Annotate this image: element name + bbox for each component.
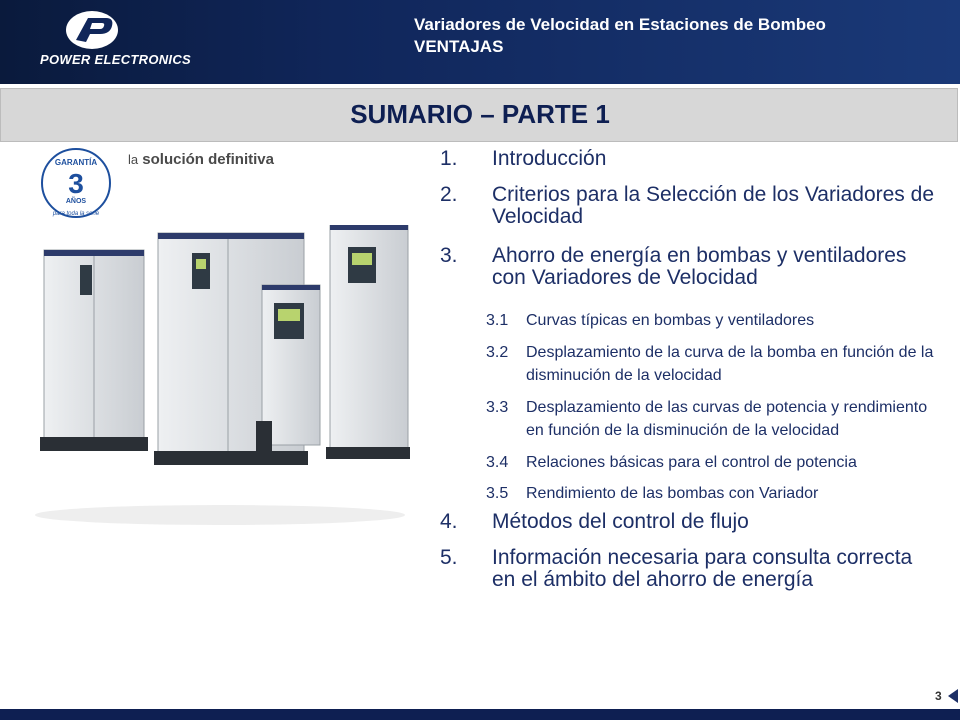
agenda-text: Ahorro de energía en bombas y ventiladores con Variadores de Velocidad <box>492 244 907 289</box>
drive-cabinets-illustration <box>30 225 410 525</box>
logo-mark-icon <box>40 10 230 54</box>
warranty-badge-icon <box>38 145 114 223</box>
cabinet-tall-right <box>326 225 410 459</box>
agenda-text: Desplazamiento de la curva de la bomba en función de la disminución de la velocidad <box>526 344 934 384</box>
agenda-num: 3.4 <box>486 454 509 471</box>
brand-name: POWER ELECTRONICS <box>40 52 191 67</box>
agenda-num: 5. <box>440 546 458 569</box>
agenda-num: 3.3 <box>486 399 509 416</box>
agenda-list <box>440 148 940 591</box>
tagline <box>128 151 274 168</box>
agenda-num: 1. <box>440 147 458 170</box>
tagline-prefix: la <box>128 152 139 167</box>
agenda-item-3-2 <box>440 341 940 387</box>
badge-number: 3 <box>68 168 84 199</box>
badge-bottom-text: para toda la serie <box>52 211 100 217</box>
agenda-item-2 <box>440 184 940 228</box>
agenda-text: Relaciones básicas para el control de potencia <box>526 454 857 471</box>
agenda-item-3-5 <box>440 482 940 505</box>
agenda-item-3-1 <box>440 309 940 332</box>
agenda-text: Métodos del control de flujo <box>492 510 749 533</box>
header-title-line2: VENTAJAS <box>414 37 504 56</box>
agenda-item-1 <box>440 148 940 170</box>
previous-slide-icon[interactable] <box>948 689 958 703</box>
agenda-text: Información necesaria para consulta correcta en el ámbito del ahorro de energía <box>492 546 913 591</box>
header-title <box>414 14 826 58</box>
agenda-num: 4. <box>440 510 458 533</box>
cabinet-compact <box>256 285 320 455</box>
agenda-num: 3.1 <box>486 312 509 329</box>
agenda-item-3 <box>440 245 940 289</box>
page-title: SUMARIO – PARTE 1 <box>350 99 610 129</box>
header-title-line1: Variadores de Velocidad en Estaciones de Bombeo <box>414 15 826 34</box>
agenda-text: Rendimiento de las bombas con Variador <box>526 485 819 502</box>
agenda-item-4 <box>440 511 940 533</box>
badge-unit: AÑOS <box>65 198 87 205</box>
agenda-text: Desplazamiento de las curvas de potencia y rendimiento en función de la disminución de la velocidad <box>526 399 928 439</box>
agenda-text: Curvas típicas en bombas y ventiladores <box>526 312 815 329</box>
agenda-num: 3. <box>440 244 458 267</box>
cabinet-small-left <box>40 250 148 451</box>
agenda-num: 3.5 <box>486 485 509 502</box>
agenda-text: Criterios para la Selección de los Variadores de Velocidad <box>492 183 935 228</box>
power-electronics-logo <box>40 10 230 76</box>
header-band <box>0 0 960 84</box>
product-image <box>30 145 410 525</box>
tagline-main: solución definitiva <box>142 151 274 168</box>
agenda-item-5 <box>440 547 940 591</box>
agenda-item-3-3 <box>440 396 940 442</box>
summary-bar <box>0 88 958 142</box>
agenda-num: 2. <box>440 183 458 206</box>
page-number: 3 <box>935 689 942 703</box>
agenda-item-3-4 <box>440 451 940 474</box>
footer-band <box>0 709 960 720</box>
agenda-text: Introducción <box>492 147 607 170</box>
badge-top-text: GARANTÍA <box>54 158 98 167</box>
agenda-num: 3.2 <box>486 344 509 361</box>
